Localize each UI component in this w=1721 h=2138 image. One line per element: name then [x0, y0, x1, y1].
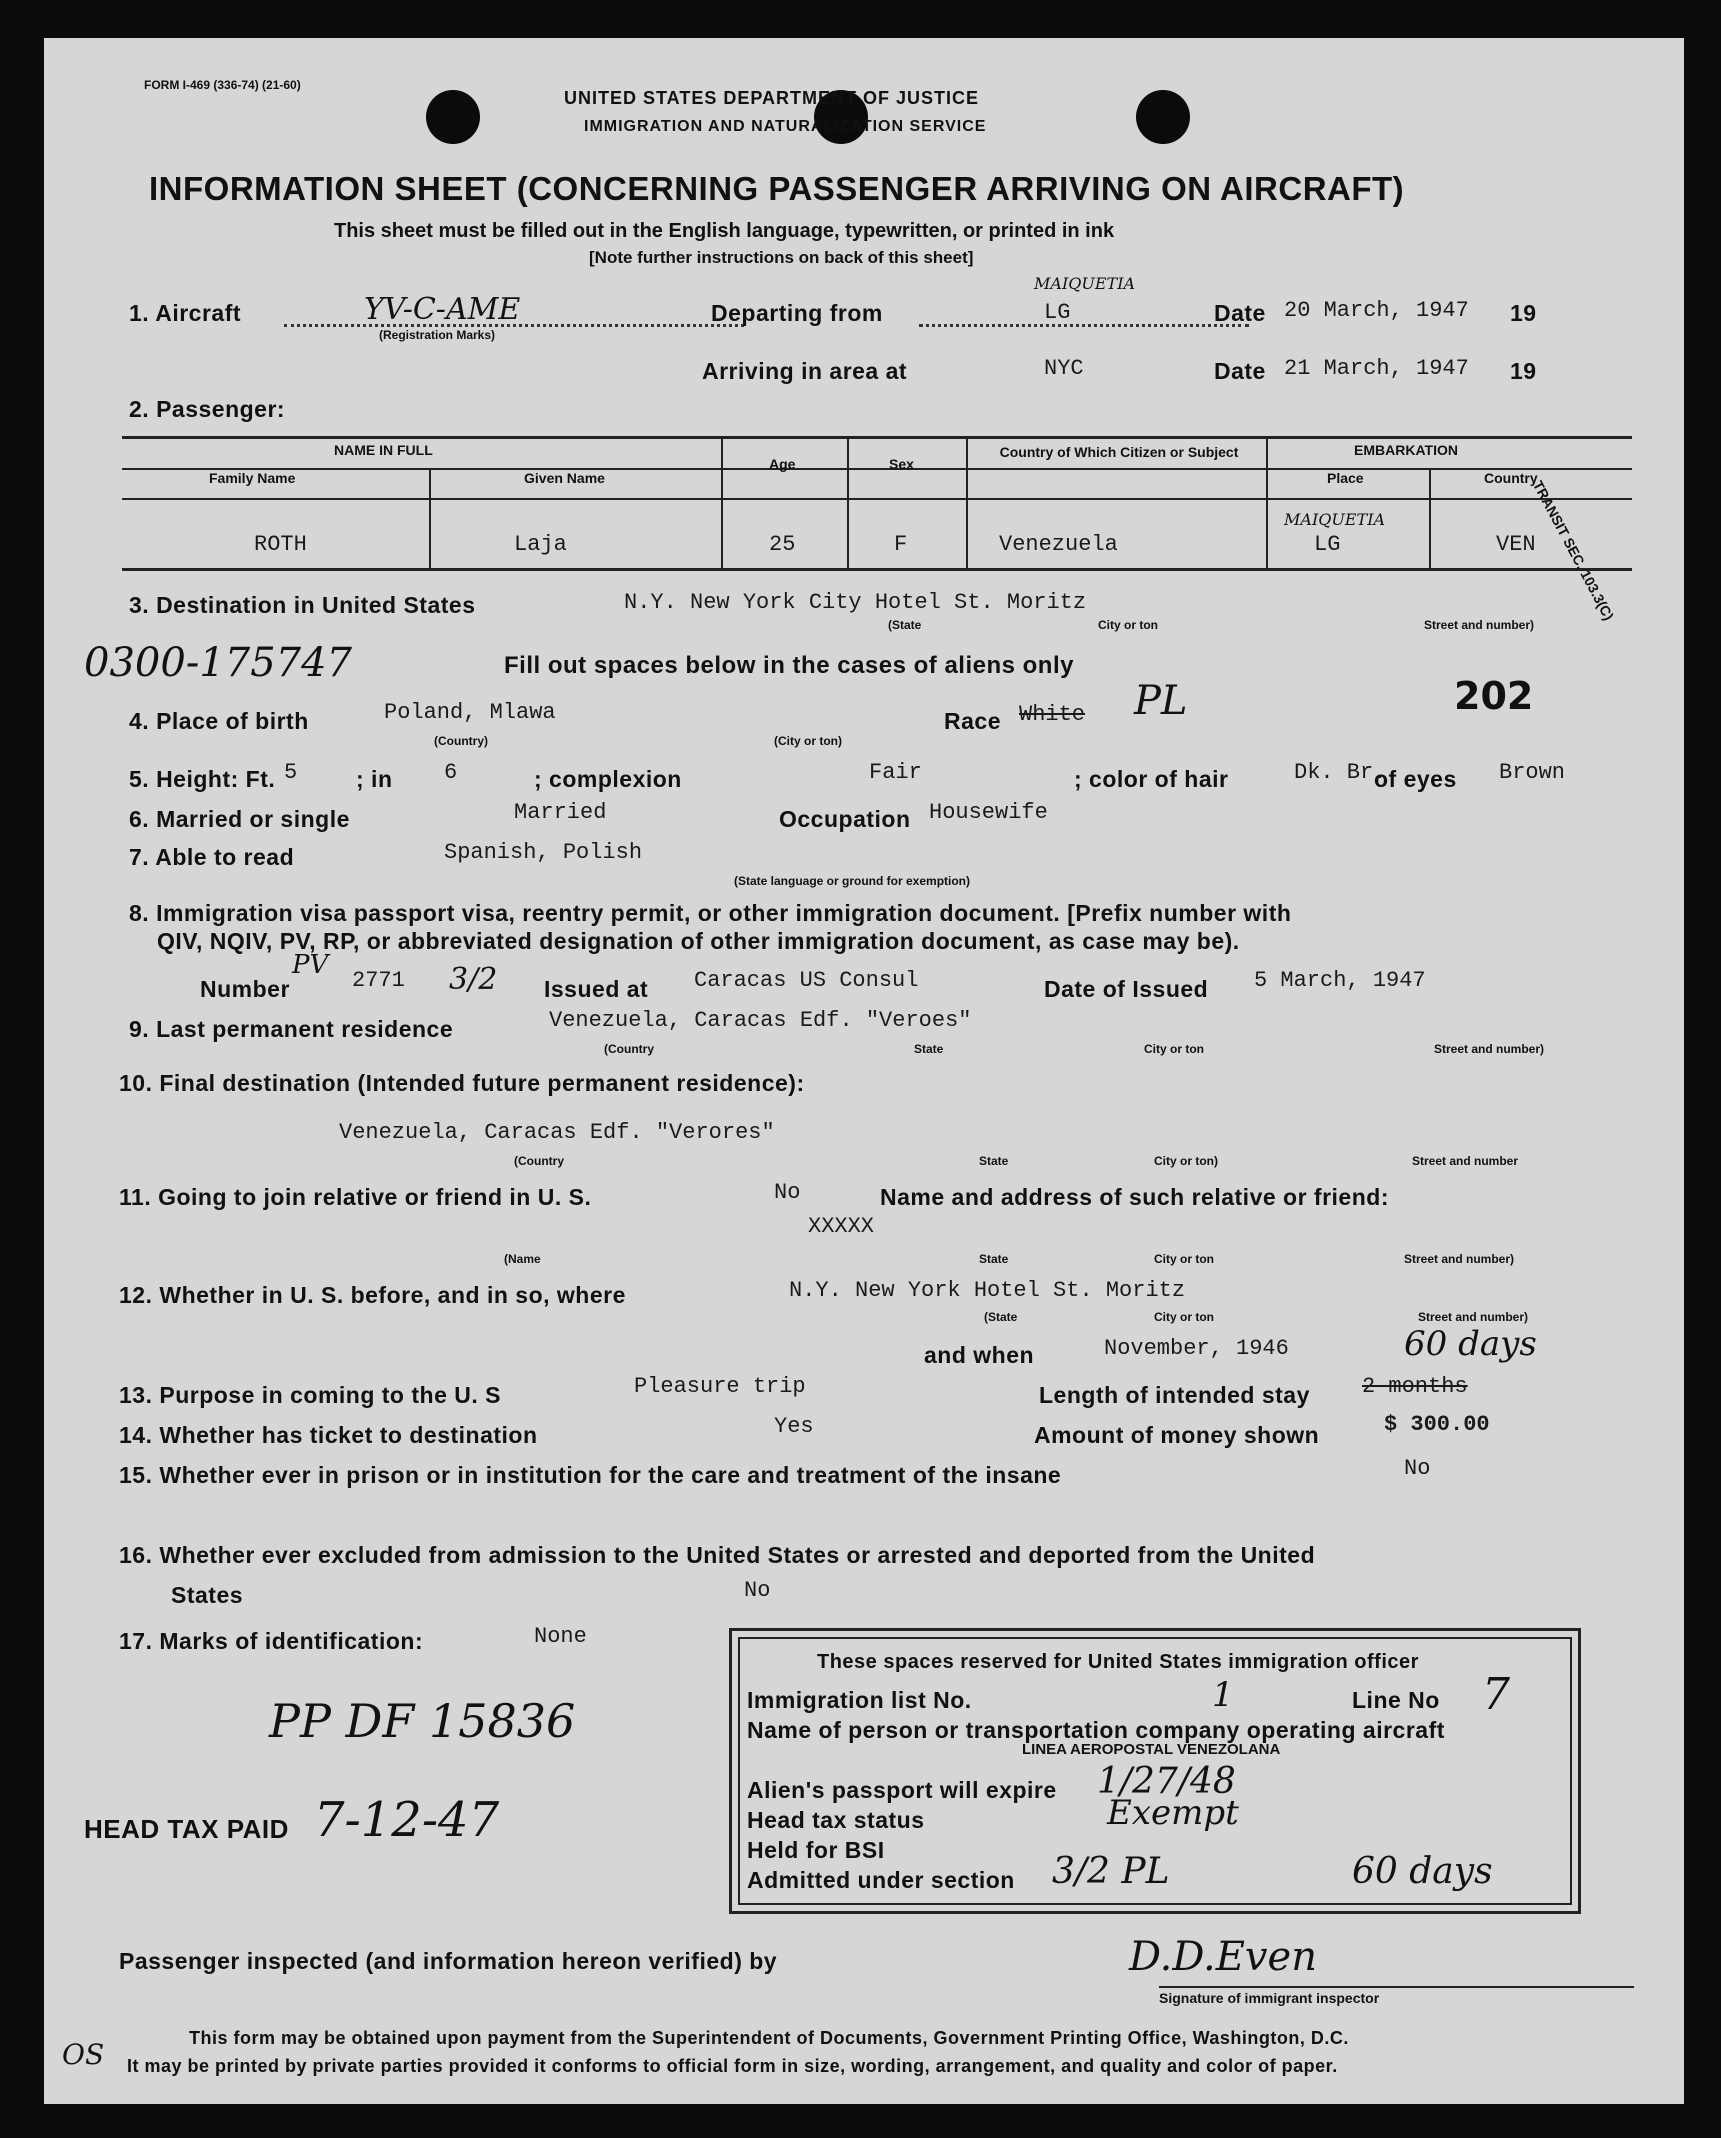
company-value: LINEA AEROPOSTAL VENEZOLANA	[1022, 1741, 1281, 1758]
admitted-handwritten: 60 days	[1352, 1851, 1493, 1892]
punch-hole	[1136, 90, 1190, 144]
final-sub-city: City or ton)	[1154, 1154, 1218, 1168]
married-label: 6. Married or single	[129, 806, 350, 832]
company-label: Name of person or transportation company operating aircraft	[747, 1717, 1445, 1743]
col-place: Place	[1327, 470, 1364, 486]
visa-label-1: 8. Immigration visa passport visa, reentry permit, or other immigration document. [Prefix number with	[129, 900, 1292, 926]
list-value: 1	[1212, 1675, 1234, 1715]
officer-box-title: These spaces reserved for United States immigration officer	[817, 1651, 1419, 1673]
ticket-label: 14. Whether has ticket to destination	[119, 1422, 538, 1448]
when-handwritten: 60 days	[1404, 1324, 1537, 1364]
visa-number-label: Number	[200, 976, 290, 1002]
visa-prefix: PV	[292, 950, 329, 980]
year-suffix: 19	[1510, 358, 1537, 384]
issue-date: 5 March, 1947	[1254, 968, 1426, 993]
issued-label: Issued at	[544, 976, 649, 1002]
before-sub-street: Street and number)	[1418, 1310, 1529, 1324]
destination-label: 3. Destination in United States	[129, 592, 476, 618]
destination-value: N.Y. New York City Hotel St. Moritz	[624, 590, 1087, 615]
birth-sub-city: (City or ton)	[774, 734, 842, 748]
head-tax-date: 7-12-47	[314, 1792, 500, 1848]
join-sub-state: State	[979, 1252, 1009, 1266]
departing-handwritten: MAIQUETIA	[1034, 274, 1136, 293]
embark-place: LG	[1314, 532, 1341, 557]
punch-hole	[426, 90, 480, 144]
stay-label: Length of intended stay	[1039, 1382, 1310, 1408]
head-tax-stamp: HEAD TAX PAID	[84, 1814, 289, 1844]
form-sheet	[44, 38, 1684, 2104]
height-label: 5. Height: Ft.	[129, 766, 276, 792]
admitted-value: 3/2 PL	[1052, 1851, 1170, 1892]
birth-value: Poland, Mlawa	[384, 700, 556, 725]
arriving-value: NYC	[1044, 356, 1084, 381]
final-label: 10. Final destination (Intended future permanent residence):	[119, 1070, 805, 1096]
headtax-label: Head tax status	[747, 1807, 925, 1833]
line-value: 7	[1482, 1669, 1510, 1720]
transit-stamp: TRANSIT SEC. 103.3(C)	[1529, 478, 1618, 623]
line-label: Line No	[1352, 1687, 1440, 1713]
handwritten-pp: PP DF 15836	[269, 1694, 576, 1748]
purpose-value: Pleasure trip	[634, 1374, 806, 1399]
aircraft-value: YV-C-AME	[364, 292, 521, 327]
issued-at: Caracas US Consul	[694, 968, 919, 993]
signature-caption: Signature of immigrant inspector	[1159, 1990, 1380, 2006]
embark-country: VEN	[1496, 532, 1536, 557]
complexion-label: ; complexion	[534, 766, 682, 792]
occupation: Housewife	[929, 800, 1048, 825]
list-label: Immigration list No.	[747, 1687, 972, 1713]
occupation-label: Occupation	[779, 806, 911, 832]
join-value: No	[774, 1180, 801, 1205]
officer-box	[729, 1628, 1581, 1914]
before-sub-state: (State	[984, 1310, 1018, 1324]
col-citizenship: Country of Which Citizen or Subject	[999, 444, 1239, 460]
race-label: Race	[944, 708, 1001, 734]
eyes: Brown	[1499, 760, 1566, 785]
bsi-label: Held for BSI	[747, 1837, 885, 1863]
page-title: INFORMATION SHEET (CONCERNING PASSENGER ARRIVING ON AIRCRAFT)	[149, 170, 1405, 207]
passport-value: 1/27/48	[1097, 1761, 1236, 1802]
when-label: and when	[924, 1342, 1035, 1368]
visa-number: 2771	[352, 968, 405, 993]
sex: F	[894, 532, 908, 557]
eyes-label: of eyes	[1374, 766, 1457, 792]
year-suffix: 19	[1510, 300, 1537, 326]
col-country: Country	[1484, 470, 1538, 486]
registration-marks-caption: (Registration Marks)	[379, 328, 496, 342]
res-sub-state: State	[914, 1042, 944, 1056]
arrive-date-label: Date	[1214, 358, 1266, 384]
before-label: 12. Whether in U. S. before, and in so, where	[119, 1282, 626, 1308]
name-in-full-header: NAME IN FULL	[334, 442, 433, 458]
margin-handwriting: OS	[62, 2038, 105, 2071]
passport-label: Alien's passport will expire	[747, 1777, 1057, 1803]
final-value: Venezuela, Caracas Edf. "Verores"	[339, 1120, 775, 1145]
col-family-name: Family Name	[209, 470, 296, 486]
height-ft: 5	[284, 760, 298, 785]
family-name: ROTH	[254, 532, 307, 557]
footer-line-2: It may be printed by private parties provided it conforms to official form in size, wording, arrangement, and quality and color of paper.	[127, 2056, 1338, 2076]
handwritten-file-number: 0300-175747	[84, 640, 353, 686]
res-sub-country: (Country	[604, 1042, 654, 1056]
visa-label-2: QIV, NQIV, PV, RP, or abbreviated designation of other immigration document, as case may be).	[157, 928, 1240, 954]
department: UNITED STATES DEPARTMENT OF JUSTICE	[564, 88, 980, 108]
stay-value: 2 months	[1362, 1374, 1468, 1399]
complexion: Fair	[869, 760, 922, 785]
embark-place-handwritten: MAIQUETIA	[1284, 510, 1386, 529]
res-sub-street: Street and number)	[1434, 1042, 1545, 1056]
citizenship: Venezuela	[999, 532, 1118, 557]
height-in-label: ; in	[356, 766, 393, 792]
join-label: 11. Going to join relative or friend in U. S.	[119, 1184, 592, 1210]
ticket-value: Yes	[774, 1414, 814, 1439]
res-sub-city: City or ton	[1144, 1042, 1204, 1056]
dest-sub-street: Street and number)	[1424, 618, 1535, 632]
birth-sub-country: (Country)	[434, 734, 488, 748]
race-typed: White	[1019, 702, 1086, 727]
purpose-label: 13. Purpose in coming to the U. S	[119, 1382, 501, 1408]
race-handwritten: PL	[1134, 678, 1188, 724]
hair: Dk. Br.	[1294, 760, 1387, 785]
col-sex: Sex	[889, 456, 914, 472]
col-given-name: Given Name	[524, 470, 605, 486]
depart-date: 20 March, 1947	[1284, 298, 1469, 323]
height-in: 6	[444, 760, 458, 785]
hair-label: ; color of hair	[1074, 766, 1229, 792]
given-name: Laja	[514, 532, 567, 557]
inspector-signature: D.D.Even	[1129, 1934, 1317, 1980]
arriving-label: Arriving in area at	[702, 358, 908, 384]
visa-number-handwritten: 3/2	[449, 962, 498, 997]
join-name-value: XXXXX	[808, 1214, 875, 1239]
read-value: Spanish, Polish	[444, 840, 643, 865]
form-code: FORM I-469 (336-74) (21-60)	[144, 78, 301, 92]
depart-date-label: Date	[1214, 300, 1266, 326]
age: 25	[769, 532, 796, 557]
stamp-number: 202	[1454, 674, 1534, 718]
join-sub-street: Street and number)	[1404, 1252, 1515, 1266]
aircraft-label: 1. Aircraft	[129, 300, 242, 326]
service: IMMIGRATION AND NATURALIZATION SERVICE	[584, 118, 987, 135]
read-label: 7. Able to read	[129, 844, 295, 870]
embarkation-header: EMBARKATION	[1354, 442, 1458, 458]
when-value: November, 1946	[1104, 1336, 1289, 1361]
note: [Note further instructions on back of this sheet]	[589, 248, 974, 267]
dest-sub-state: (State	[888, 618, 922, 632]
departing-value: LG	[1044, 300, 1071, 325]
join-name-label: Name and address of such relative or friend:	[880, 1184, 1389, 1210]
excluded-value: No	[744, 1578, 771, 1603]
aliens-heading: Fill out spaces below in the cases of aliens only	[504, 652, 1074, 679]
married-value: Married	[514, 800, 607, 825]
instruction: This sheet must be filled out in the English language, typewritten, or printed in ink	[334, 220, 1115, 242]
issue-date-label: Date of Issued	[1044, 976, 1209, 1002]
passenger-label: 2. Passenger:	[129, 396, 286, 422]
col-age: Age	[769, 456, 796, 472]
join-sub-city: City or ton	[1154, 1252, 1214, 1266]
admitted-label: Admitted under section	[747, 1867, 1015, 1893]
marks-value: None	[534, 1624, 587, 1649]
money-label: Amount of money shown	[1034, 1422, 1320, 1448]
marks-label: 17. Marks of identification:	[119, 1628, 424, 1654]
final-sub-street: Street and number	[1412, 1154, 1519, 1168]
departing-label: Departing from	[711, 300, 883, 326]
final-sub-state: State	[979, 1154, 1009, 1168]
before-value: N.Y. New York Hotel St. Moritz	[789, 1278, 1186, 1303]
residence-value: Venezuela, Caracas Edf. "Veroes"	[549, 1008, 972, 1033]
residence-label: 9. Last permanent residence	[129, 1016, 454, 1042]
dest-sub-city: City or ton	[1098, 618, 1158, 632]
headtax-value: Exempt	[1107, 1793, 1239, 1833]
birth-label: 4. Place of birth	[129, 708, 309, 734]
join-sub-name: (Name	[504, 1252, 541, 1266]
excluded-label-2: States	[171, 1582, 244, 1608]
arrive-date: 21 March, 1947	[1284, 356, 1469, 381]
prison-label: 15. Whether ever in prison or in institution for the care and treatment of the insane	[119, 1462, 1062, 1488]
read-sub: (State language or ground for exemption)	[734, 874, 971, 888]
money-value: $ 300.00	[1384, 1412, 1490, 1437]
before-sub-city: City or ton	[1154, 1310, 1214, 1324]
prison-value: No	[1404, 1456, 1431, 1481]
final-sub-country: (Country	[514, 1154, 564, 1168]
inspected-label: Passenger inspected (and information hereon verified) by	[119, 1948, 778, 1974]
footer-line-1: This form may be obtained upon payment from the Superintendent of Documents, Government Printing Office, Washington, D.C.	[189, 2028, 1349, 2048]
excluded-label-1: 16. Whether ever excluded from admission to the United States or arrested and deported from the United	[119, 1542, 1316, 1568]
